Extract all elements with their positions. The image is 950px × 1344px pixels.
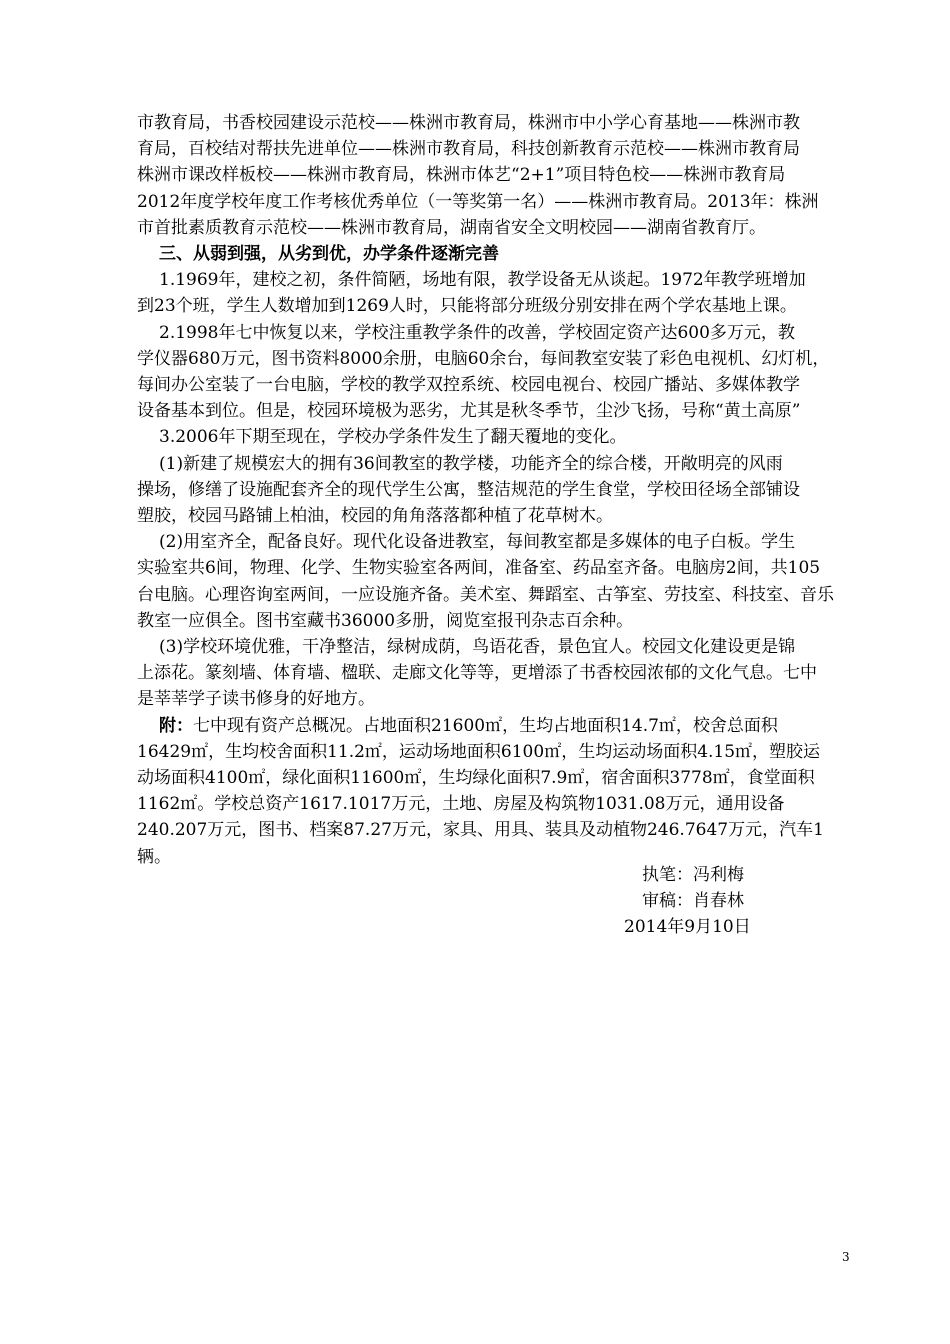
body-line: (2)用室齐全，配备良好。现代化设备进教室，每间教室都是多媒体的电子白板。学生 [159,532,796,553]
appendix-label: 附： [159,715,193,736]
body-line: 3.2006年下期至现在，学校办学条件发生了翻天覆地的变化。 [159,427,627,448]
section-heading: 三、从弱到强，从劣到优，办学条件逐渐完善 [159,244,499,265]
body-line: 操场，修缮了设施配套齐全的现代学生公寓，整洁规范的学生食堂，学校田径场全部铺设 [137,479,800,500]
body-line: 实验室共6间，物理、化学、生物实验室各两间，准备室、药品室齐备。电脑房2间，共105 [137,558,821,579]
body-line: 株洲市课改样板校——株洲市教育局，株洲市体艺“2+1”项目特色校——株洲市教育局 [137,165,786,186]
body-line: 辆。 [137,846,171,867]
body-line: 是莘莘学子读书修身的好地方。 [137,689,375,710]
body-line: 设备基本到位。但是，校园环境极为恶劣，尤其是秋冬季节，尘沙飞扬，号称“黄土高原” [137,401,801,422]
page-number: 3 [842,1250,850,1264]
body-line: (1)新建了规模宏大的拥有36间教室的教学楼，功能齐全的综合楼，开敞明亮的风雨 [159,453,783,474]
body-line: 上添花。篆刻墙、体育墙、楹联、走廊文化等等，更增添了书香校园浓郁的文化气息。七中 [137,663,817,684]
body-line: 240.207万元，图书、档案87.27万元，家具、用具、装具及动植物246.7647万元，汽车1 [137,820,824,841]
body-line: 市首批素质教育示范校——株洲市教育局，湖南省安全文明校园——湖南省教育厅。 [137,217,766,238]
body-line: 学仪器680万元，图书资料8000余册，电脑60余台，每间教室安装了彩色电视机、幻灯机， [137,348,830,369]
body-line: 2.1998年七中恢复以来，学校注重教学条件的改善，学校固定资产达600多万元，教 [159,322,795,343]
body-line: 塑胶，校园马路铺上柏油，校园的角角落落都种植了花草树木。 [137,506,613,527]
signature-reviewer: 审稿：肖春林 [642,891,744,911]
body-line: 台电脑。心理咨询室两间，一应设施齐备。美术室、舞蹈室、古筝室、劳技室、科技室、音乐 [137,584,834,605]
body-line: 每间办公室装了一台电脑，学校的教学双控系统、校园电视台、校园广播站、多媒体教学 [137,375,800,396]
body-line: 1.1969年，建校之初，条件简陋，场地有限，教学设备无从谈起。1972年教学班增加 [159,270,806,291]
body-line: (3)学校环境优雅，干净整洁，绿树成荫，鸟语花香，景色宜人。校园文化建设更是锦 [159,637,796,658]
body-line: 教室一应俱全。图书室藏书36000多册，阅览室报刊杂志百余种。 [137,610,634,631]
appendix-text: 七中现有资产总概况。占地面积21600㎡，生均占地面积14.7㎡，校舍总面积 [193,715,778,736]
signature-date: 2014年9月10日 [624,917,751,937]
body-line: 育局，百校结对帮扶先进单位——株洲市教育局，科技创新教育示范校——株洲市教育局 [137,139,800,160]
signature-writer: 执笔：冯利梅 [642,865,744,885]
body-line: 16429㎡，生均校舍面积11.2㎡，运动场地面积6100㎡，生均运动场面积4.15㎡，塑胶运 [137,741,821,762]
body-line: 动场面积4100㎡，绿化面积11600㎡，生均绿化面积7.9㎡，宿舍面积3778㎡，食堂面积 [137,768,815,789]
body-line: 2012年度学校年度工作考核优秀单位（一等奖第一名）——株洲市教育局。2013年：株洲 [137,191,819,212]
body-line: 1162㎡。学校总资产1617.1017万元，土地、房屋及构筑物1031.08万元，通用设备 [137,794,785,815]
body-line: 到23个班，学生人数增加到1269人时，只能将部分班级分别安排在两个学农基地上课。 [137,296,797,317]
appendix-line [137,713,857,739]
body-line: 市教育局，书香校园建设示范校——株洲市教育局，株洲市中小学心育基地——株洲市教 [137,113,800,133]
document-body [137,110,857,870]
